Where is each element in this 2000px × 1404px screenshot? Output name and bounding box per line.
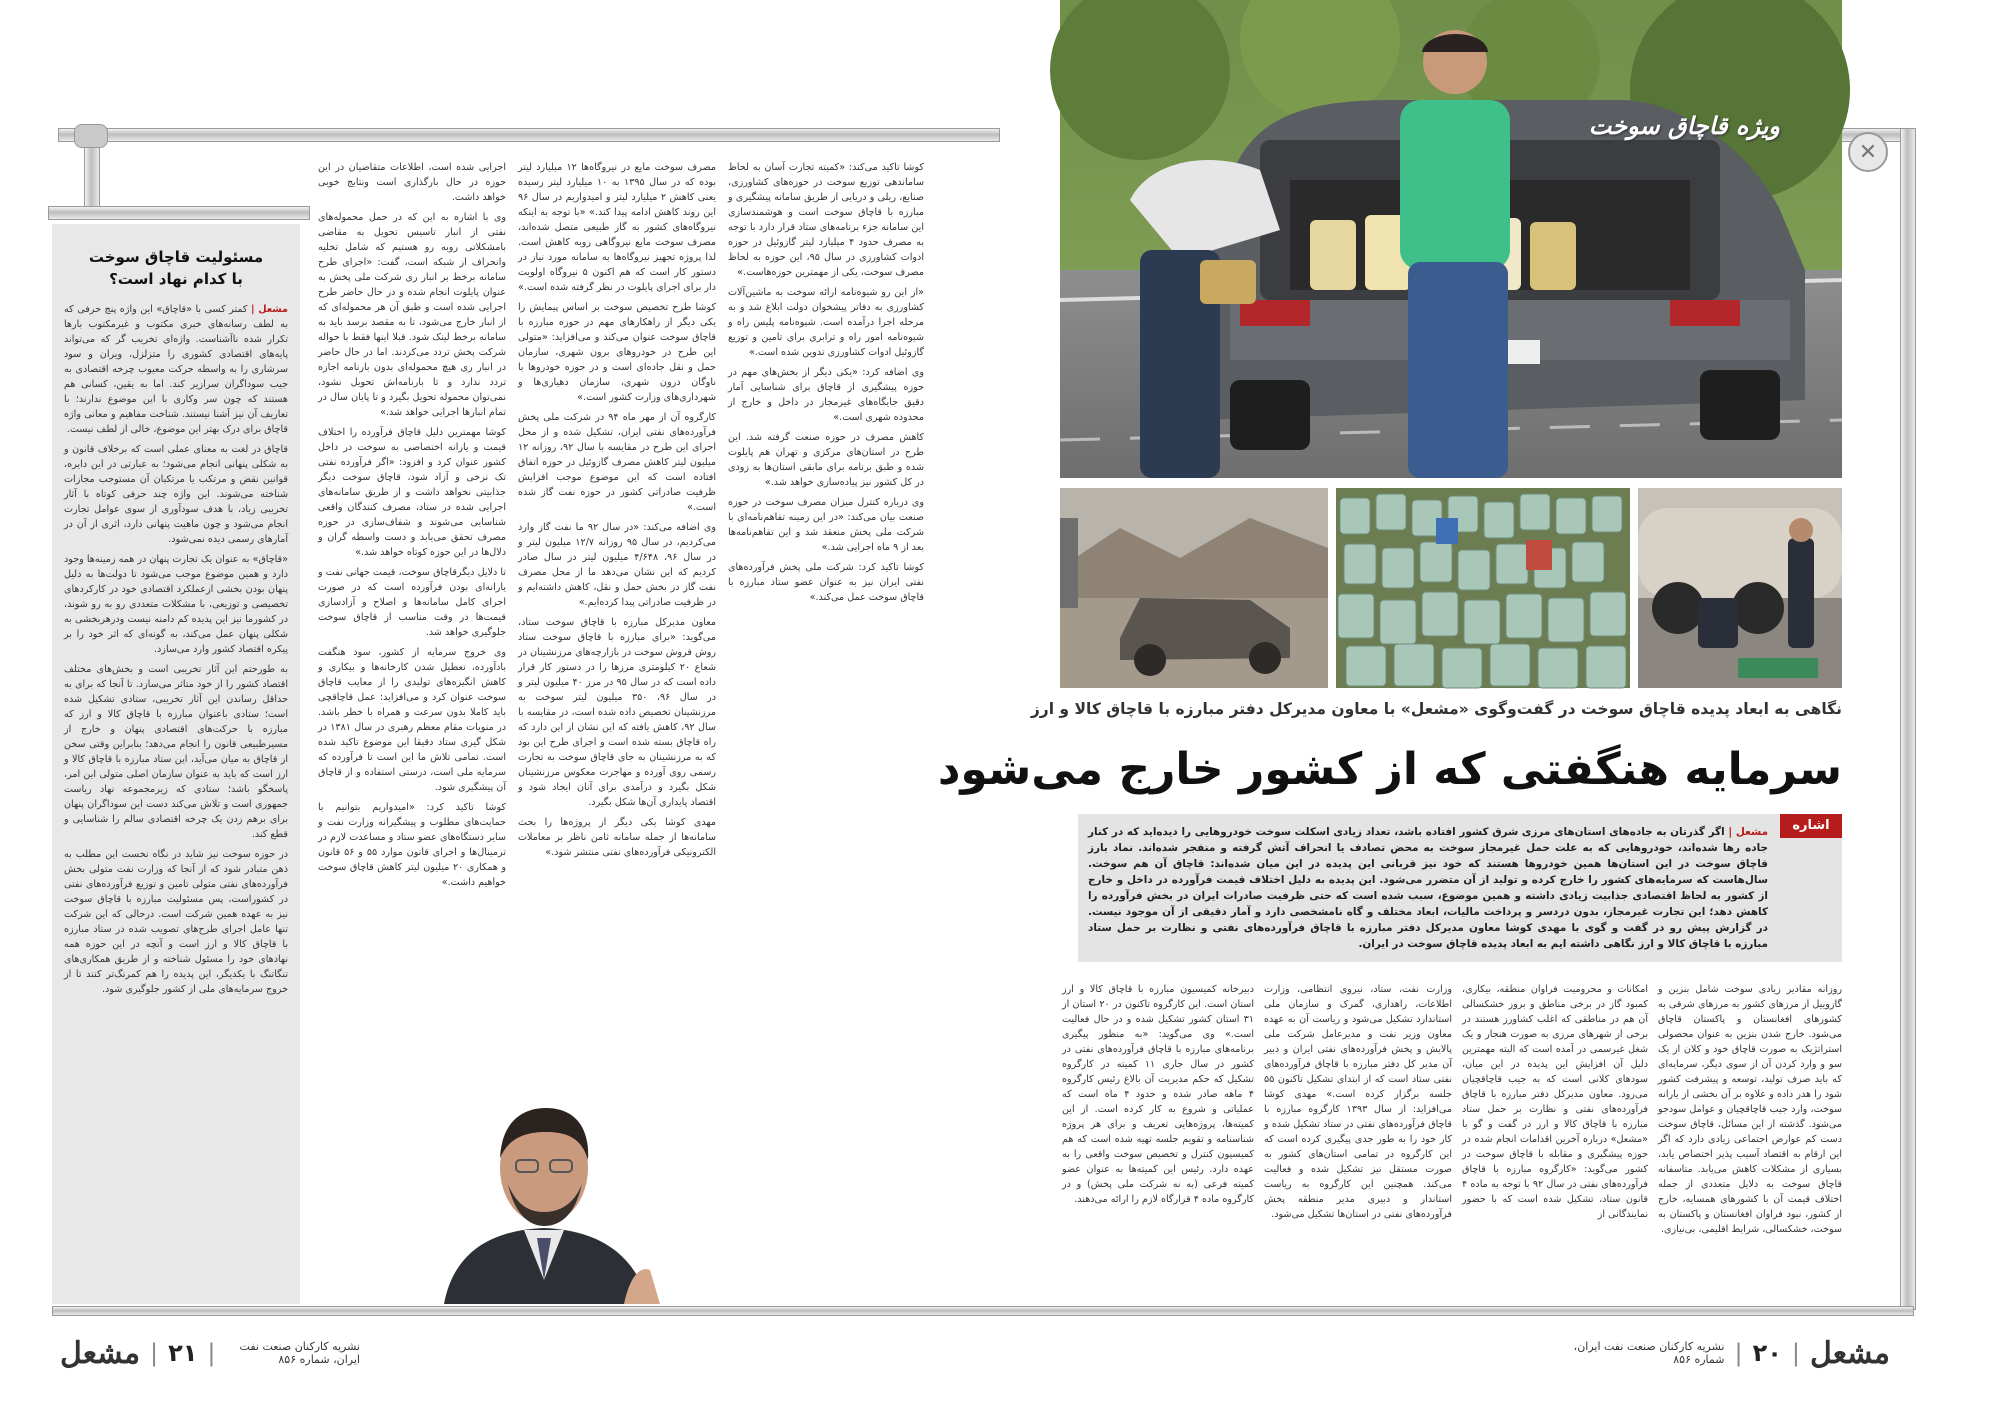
sidebar-title: مسئولیت قاچاق سوخت [88, 248, 264, 266]
sidebar-paragraph: در حوزه سوخت نیز شاید در نگاه نخست این مطلب به ذهن متبادر شود که از آنجا که وزارت نفت متولی بخش فرآورده‌های نفتی متولی تامین و توزیع فرآورده‌های نفتی در کشوراست، پس مسئولیت مبارزه با قاچاق سوخت نیز به عهده همین شرکت است. درحالی که این شرکت تنها عامل اجرای طرح‌های تصویب شده در ستاد مبارزه با قاچاق کالا و ارز است و آنچه در این حوزه همه نهادهای خود را مسئول شناخته و از طریق همکاری‌های تنگاتنگ با یکدیگر، این پدیده را هم کمرنگ‌تر کنند تا از خروج سرمایه‌های ملی از کشور جلوگیری شود. [64, 849, 288, 995]
section-tag: ویژه قاچاق سوخت [1588, 112, 1780, 140]
paragraph: اجرایی شده است، اطلاعات متقاضیان در این حوزه در حال بارگذاری است ونتایج خوبی خواهد داشت. [318, 162, 506, 203]
paragraph: وی اضافه کرد: «یکی دیگر از بخش‌های مهم در حوزه پیشگیری از قاچاق برای شناسایی آمار دقیق جایگاه‌های غیرمجاز در داخل و خارج از محدوده شهری است.» [728, 367, 924, 423]
pipe-decoration [48, 206, 310, 220]
sidebar-body [64, 302, 288, 1292]
pipe-decoration [58, 128, 1000, 142]
paragraph: وی خروج سرمایه از کشور، سود هنگفت بادآورده، تعطیل شدن کارخانه‌ها و بیکاری و کاهش انگیزه‌های تولیدی را از معایب قاچاق سوخت عنوان کرد و می‌افزاید: عمل قاچاقچی باید کاملا بدون سرعت و همراه با خطر باشد. در منویات مقام معظم رهبری در سال ۱۳۸۱ در شکل گیری ستاد دقیقا این موضوع تاکید شده است. تمامی تلاش ما این است تا فرآورده که سرمایه ملی است، درستی استفاده و از قاچاق آن پیشگیری شود. [318, 647, 506, 793]
article-column [728, 160, 924, 1300]
paragraph: مهدی کوشا یکی دیگر از پروژه‌ها را بحث سامانه‌ها از جمله سامانه ثامن ناظر بر معاملات الکترونیکی فرآورده‌های نفتی منتشر شود.» [518, 817, 716, 858]
article-column [318, 160, 506, 1075]
headline: سرمایه هنگفتی که از کشور خارج می‌شود [937, 744, 1842, 795]
paragraph: «از این رو شیوه‌نامه ارائه سوخت به ماشین‌آلات کشاورزی به دفاتر پیشخوان دولت ابلاغ شد و به مرحله اجرا درآمده است. شیوه‌نامه پلیس راه و شیوه‌نامه امور راه و ترابری برای تامین و توزیع گازوئیل ادوات کشاورزی تدوین شده است.» [728, 287, 924, 358]
paragraph: کارگروه آن از مهر ماه ۹۴ در شرکت ملی پخش فرآورده‌های نفتی ایران، تشکیل شده و از محل اجرای این طرح در مقایسه با سال ۹۲، روزانه ۱۲ میلیون لیتر کاهش مصرف گازوئیل در حوزه اتفاق افتاده است که این موضوع موجب افزایش ظرفیت صادراتی کشور در حوزه نفت گاز شده است.» [518, 412, 717, 513]
lead-signature: مشعل | [1728, 826, 1768, 838]
sidebar-box [52, 224, 300, 1304]
paragraph: دبیرخانه کمیسیون مبارزه با قاچاق کالا و ارز استان است. این کارگروه تاکنون در ۲۰ استان از ۳۱ استان کشور تشکیل شده و در حال فعالیت است.» وی می‌گوید: «به منظور پیگیری برنامه‌های مبارزه با قاچاق فرآورده‌های نفتی در کشور در سال جاری ۱۱ کمیته در کارگروه تشکیل که حکم مدیریت آن بالاغ رئیس کارگروه ۴ ماهه صادر شده و حدود ۴ ماه است که عملیاتی و شروع به کار کرده است. از این کمیته‌ها، پروژه‌هایی تعریف و برای هر پروژه شناسنامه و تقویم جلسه تهیه شده است که هم کمیسیون کنترل و تخصیص سوخت واقعی را به عهده دارد. رئیس این کمیته‌ها به عنوان عضو کمیته فرعی (به نه شرکت ملی پخش) و در کارگروه ماده ۴ قرارگاه لازم را ارائه می‌دهند. [1062, 984, 1254, 1205]
paragraph: مصرف سوخت مایع در نیروگاه‌ها ۱۲ میلیارد لیتر بوده که در سال ۱۳۹۵ به ۱۰ میلیارد لیتر رسیده یعنی کاهش ۲ میلیارد لیتر و امیدواریم در سال ۹۶ این روند کاهش ادامه پیدا کند.» «با توجه به اینکه نیروگاه‌های کشور به گاز طبیعی متصل شده‌اند، مصرف سوخت مایع نیروگاهی روبه کاهش است. لذا پروژه تجهیز نیروگاه‌ها به سامانه مورد نیاز در دستور کار است که هم اکنون ۵ نیروگاه اولویت دار برای اجرای پایلوت در نظر گرفته شده است.» [518, 162, 716, 293]
article-column [1658, 982, 1842, 1302]
page-number: ۲۰ [1752, 1339, 1782, 1367]
pipe-valve [74, 124, 108, 148]
paragraph: وزارت نفت، ستاد، نیروی انتظامی، وزارت اطلاعات، راهداری، گمرک و سازمان ملی استاندارد تشکیل می‌شود و ریاست آن به عهده معاون وزیر نفت و مدیرعامل شرکت ملی پالایش و پخش فرآورده‌های نفتی ایران و دبیر آن مدیر کل دفتر مبارزه با قاچاق فرآورده‌های نفتی ستاد است که از ابتدای تشکیل تاکنون ۵۵ جلسه برگزار کرده است.» مهدی کوشا می‌افزاید: از سال ۱۳۹۳ کارگروه مبارزه با قاچاق فرآورده‌های نفتی در ستاد تشکیل شده و کار خود را به طور جدی پیگیری کرده است که این کارگروه در تمامی استان‌های کشور به صورت مستقل نیز تشکیل شده و فعالیت می‌کند. همچنین این کارگروه به ریاست استاندار و دبیری مدیر منطقه پخش فرآورده‌های نفتی در استان‌ها تشکیل می‌شود. [1264, 984, 1452, 1220]
paragraph: وی اضافه می‌کند: «در سال ۹۲ ما نفت گاز وارد می‌کردیم، در سال ۹۵ روزانه ۱۲/۷ میلیون لیتر و در سال ۹۶، ۴/۶۴۸ میلیون لیتر در سال صادر کردیم که این نشان می‌دهد ما از محل مصرف نفت گاز در بخش حمل و نقل، کاهش داشته‌ایم و در ظرفیت صادراتی پیدا کرده‌ایم.» [518, 522, 716, 608]
sidebar-paragraph: قاچاق در لغت به معنای عملی است که برخلاف قانون و به شکلی پنهانی انجام می‌شود؛ به عبارتی در این دایره، قوانین نقض و مرتکب یا مرتکبان آن مستوجب مجازات شناخته می‌شوند. این واژه چند حرفی کوتاه با آثار تخریبی زیاد، با هدف سودآوری از سوی عوامل تجارت انجام می‌شود و چون ماهیت پنهانی دارد، اثری از آن در آمارهای رسمی دیده نمی‌شود. [64, 444, 288, 545]
lead-text: اگر گذرتان به جاده‌های استان‌های مرزی شرق کشور افتاده باشد، تعداد زیادی اسکلت سوخت خودروهایی را دیده‌اید که در کنار جاده رها شده‌اند، خودروهایی که به علت حمل غیرمجاز سوخت به محض تصادف یا انحراف آتش گرفته و منفجر شده‌اند. نماد بارز قاچاق سوخت در این استان‌ها همین خودروها هستند که خود نیز قربانی این پدیده در این میان شده‌اند: قاچاق آن هم سوخت. سال‌هاست که سرمایه‌های کشور را خارج کرده و تولید از آن متضرر می‌شود. این پدیده به دلیل اختلاف قیمت فرآورده در داخل و خارج از کشور به لحاظ اقتصادی جذابیت زیادی داشته و همین موضوع، سبب شده است که حتی ظرفیت صادرات ایران در بخش فرآورده را کاهش دهد؛ این تجارت غیرمجاز، بدون دردسر و پرداخت مالیات، ابعاد مختلف و گاه نامشخصی دارد و آمار دقیقی از آن موجود نیست. در گزارش پیش رو در گفت و گوی با مهدی کوشا معاون مدیرکل دفتر مبارزه با قاچاق فرآورده‌های نفتی و نظارت بر حمل ستاد مبارزه با قاچاق کالا و ارز نگاهی داشته ایم به ابعاد پدیده قاچاق سوخت در ایران. [1088, 826, 1768, 950]
paragraph: کوشا تاکید کرد: شرکت ملی پخش فرآورده‌های نفتی ایران نیز به عنوان عضو ستاد مبارزه با قاچاق سوخت عمل می‌کند.» [728, 562, 924, 603]
thumbnail-photo-burned-car [1060, 488, 1328, 688]
masthead-logo: مشعل [60, 1335, 141, 1371]
paragraph: روزانه مقادیر زیادی سوخت شامل بنزین و گازوییل از مرزهای کشور به مرزهای شرقی به کشورهای افغانستان و پاکستان قاچاق می‌شود. خارج شدن بنزین به عنوان محصولی استراتژیک به صورت قاچاق خود و کلان از یک سو و وارد کردن آن از سوی دیگر، سرمایه‌ای که باید صرف تولید، توسعه و پیشرفت کشور شود را هدر داده و علاوه بر آن بخشی از یارانه سوخت، وارد جیب قاچاقچیان و عوامل سودجو می‌شود. گذشته از این مسائل، قاچاق سوخت دست کم عوارض اجتماعی زیادی دارد که اگر این ارقام به اقتصاد آسیب پذیر اختصاص یابد، بسیاری از مشکلات کاهش می‌یابد. متاسفانه قاچاق سوخت به دلایل متعددی از جمله اختلاف قیمت آن با کشورهای همسایه، خارج از کشور، نبود فراوان افغانستان و پاکستان به سوخت، خشکسالی، شرایط اقلیمی، بی‌نیازی. [1658, 984, 1842, 1235]
main-photo [1060, 0, 1842, 478]
paragraph: امکانات و محرومیت فراوان منطقه، بیکاری، کمبود گاز در برخی مناطق و بروز خشکسالی آن هم در مناطقی که اغلب کشاورز هستند در برخی از شهرهای مرزی به صورت هنجار و یک شغل غیرسمی در آمده است که البته مهمترین دلیل آن افزایش این پدیده در این میان، سودهای کلانی است که به جیب قاچاقچیان می‌رود. معاون مدیرکل دفتر مبارزه با قاچاق فرآورده‌های نفتی و نظارت بر حمل ستاد مبارزه با قاچاق کالا و ارز در گفت و گو با «مشعل» درباره آخرین اقدامات انجام شده در حوزه پیشگیری و مقابله با قاچاق سوخت در کشور می‌گوید: «کارگروه مبارزه با قاچاق فرآورده‌های نفتی در سال ۹۲ با توجه به ماده ۴ قانون ستاد، تشکیل شده است که با حضور نمایندگانی از [1462, 984, 1649, 1220]
paragraph: کوشا تاکید کرد: «امیدواریم بتوانیم با حمایت‌های مطلوب و پیشگیرانه وزارت نفت و سایر دستگاه‌های عضو ستاد و مساعدت لازم در ترمینال‌ها و اجرای قانون موارد ۵۵ و ۵۶ قانون و همکاری ۲۰ میلیون لیتر کاهش قاچاق سوخت خواهیم داشت.» [318, 802, 507, 888]
lead-label: اشاره [1780, 814, 1842, 838]
paragraph: معاون مدیرکل مبارزه با قاچاق سوخت ستاد، می‌گوید: «برای مبارزه با قاچاق سوخت ستاد روش فروش سوخت در بازارچه‌های مرزنشینان در شعاع ۲۰ کیلومتری مرزها را در دستور کار قرار داده است که در سال ۹۵ در مرز ۴۰ میلیون لیتر و در سال ۹۶، ۳۵۰ میلیون لیتر سوخت به مرزنشینان تخصیص داده شده است، در مقایسه با سال ۹۲، کاهش یافته که این نشان از این دارد که راه قاچاق بسته شده است و اجرای طرح این بود که به مرزنشینان به جای قاچاق سوخت به تجارت رسمی روی آورده و مهاجرت معکوس مرزنشینان شکل بگیرد و درآمدی برای آنان ایجاد شود و اقتصاد پایداری آن‌ها شکل بگیرد. [518, 617, 716, 808]
article-column [1462, 982, 1648, 1302]
sidebar-paragraph: «قاچاق» به عنوان یک تجارت پنهان در همه زمینه‌ها وجود دارد و همین موضوع موجب می‌شود تا دولت‌ها به دلیل پنهان بودن بخشی ازعملکرد اقتصادی خود در کارکردهای تخصیصی و توزیعی، با مشکلات متعددی رو به رو شوند، در کشورما نیز این پدیده کم دامنه نیست ودرهربخشی به شکلی پنهان عمل می‌کند، به گونه‌ای که اثر خود را بر پیکره اقتصاد کشور وارد می‌سازد. [64, 554, 288, 655]
article-column [1264, 982, 1452, 1302]
interviewee-portrait [424, 1080, 662, 1304]
paragraph: کوشا مهمترین دلیل قاچاق فرآورده را اختلاف قیمت و یارانه اختصاصی به سوخت در داخل کشور عنوان کرد و افزود: «اگر فرآورده نفتی تک نرخی و آزاد شود، قاچاق سوخت دیگر جذابیتی نخواهد داشت و از طریق سامانه‌های اجرایی شده در ستاد، مصرف کنندگان واقعی شناسایی می‌شوند و شفاف‌سازی در حوزه مصرف تحقق می‌یابد و دست واسطه گران و دلال‌ها در این حوزه کوتاه خواهد شد.» [318, 427, 506, 558]
lead-text-box [1088, 824, 1768, 956]
thumbnail-photo-tanker-inspection [1638, 488, 1842, 688]
paragraph: کوشا تاکید می‌کند: «کمیته تجارت آسان به لحاظ ساماندهی توزیع سوخت در حوزه‌های کشاورزی، صنایع، ریلی و دریایی از طریق سامانه پیشگیری و مبارزه با قاچاق سوخت است و هوشمندسازی این سامانه جزء برنامه‌های ستاد قرار دارد با توجه به مصرف حدود ۴ میلیارد لیتر گازوئیل در حوزه ادوات کشاورزی در سال ۹۵، این حوزه به لحاظ مصرف سوخت، یکی از مهمترین حوزه‌هاست.» [728, 162, 924, 278]
pipe-decoration [1900, 128, 1916, 1310]
page-bottom-rule [52, 1306, 1914, 1316]
kicker: نگاهی به ابعاد پدیده قاچاق سوخت در گفت‌وگوی «مشعل» با معاون مدیرکل دفتر مبارزه با قاچاق کالا و ارز [1030, 700, 1842, 718]
valve-wheel-icon: ✕ [1848, 132, 1888, 172]
thumbnail-photo-fuel-containers [1336, 488, 1630, 688]
paragraph: تا دلایل دیگرقاچاق سوخت، قیمت جهانی نفت و یارانه‌ای بودن فرآورده است که در صورت اجرای کامل سامانه‌ها و اصلاح و آزادسازی قیمت‌ها در وقت مناسب از قاچاق سوخت جلوگیری خواهد شد. [318, 567, 506, 638]
paragraph: کاهش مصرف در حوزه صنعت گرفته شد. این طرح در استان‌های مرکزی و تهران هم پایلوت شده و طبق برنامه برای مابقی استان‌ها به زودی در کل کشور نیز پیاده‌سازی خواهد شد.» [728, 432, 924, 488]
paragraph: وی درباره کنترل میزان مصرف سوخت در حوزه صنعت بیان می‌کند: «در این زمینه تفاهم‌نامه‌ای با شرکت ملی پخش منعقد شد و این تفاهم‌نامه‌ها بعد از ۹ ماه اجرایی شد.» [728, 497, 924, 553]
footer-publication: نشریه کارکنان صنعت نفت ایران، شماره ۸۵۶ [1573, 1340, 1725, 1366]
right-footer: مشعل | ۲۰ | نشریه کارکنان صنعت نفت ایران، شماره ۸۵۶ [1560, 1338, 1890, 1368]
sidebar-paragraph: به طورحتم این آثار تخریبی است و بخش‌های مختلف اقتصاد کشور را از خود متاثر می‌سازد. تا آنجا که برای به حداقل رساندن این آثار تخریبی، ستادی تشکیل شده است؛ ستادی باعنوان مبارزه با قاچاق کالا و ارز که مبارزه با حرکت‌های اقتصادی پنهان و خارج از مسیرطبیعی قانون را انجام می‌دهد؛ بنابراین وقتی سخن از قاچاق به میان می‌آید، این ستاد مبارزه با قاچاق کالا و ارز است که باید به عنوان سازمان اصلی متولی این امر، پاسخگو باشد؛ ستادی که زیرمجموعه نهاد ریاست جمهوری است و تلاش می‌کند دست این سوداگران پنهان برای برهم زدن یک چرخه اقتصادی سالم را شناسایی و قطع کند. [64, 664, 288, 840]
lead-box [1078, 814, 1842, 962]
masthead-logo: مشعل [1809, 1335, 1890, 1371]
paragraph: کوشا طرح تخصیص سوخت بر اساس پیمایش را یکی دیگر از راهکارهای مهم در حوزه مبارزه با قاچاق سوخت عنوان می‌کند و می‌افزاید: «متولی این طرح در خودروهای برون شهری، سازمان حمل و نقل جاده‌ای است و در حوزه خودروها با ناوگان درون شهری، سازمان دهیاری‌ها و شهرداری‌های وزارت کشور است.» [518, 302, 716, 403]
article-column [1062, 982, 1254, 1302]
left-footer: مشعل | ۲۱ | نشریه کارکنان صنعت نفت ایران، شماره ۸۵۶ [60, 1335, 360, 1371]
sidebar-signature: مشعل | [251, 304, 288, 315]
page-number: ۲۱ [168, 1339, 198, 1367]
paragraph: وی با اشاره به این که در حمل محموله‌های نفتی از انبار تاسیس تحویل به مقاضی بامشکلاتی روبه رو هستیم که شامل تخلیه وانحراف از شبکه است، گفت: «اجرای طرح سامانه برخط بر انبار ری شرکت ملی پخش به عنوان پایلوت انجام شده و در حال حاضر طرح اجرایی شده است و طبق آن هر محموله‌ای که از انبار خارج می‌شود، تا به مقصد برسد باید به سامانه برخط لینک شود. قبلا اینها فقط با حواله شرکت پخش تردد می‌کردند. اما در حال حاضر در انبار ری هیچ محموله‌ای بدون بارنامه اجازه تردد ندارد و تا بارنامه‌اش تحویل نشود، نمی‌توان محموله تحویل بگیرد و تا پایان سال در تمام انبارها اجرایی خواهد شد.» [318, 212, 506, 418]
footer-publication: نشریه کارکنان صنعت نفت ایران، شماره ۸۵۶ [239, 1340, 360, 1366]
sidebar-paragraph: کمتر کسی با «قاچاق» این واژه پنج حرفی که به لطف رسانه‌های خبری مکتوب و غیرمکتوب بارها تکرار شده ناآشناست. واژه‌ای تخریب گر که می‌تواند پایه‌های اقتصادی کشوری را متزلزل، ویران و سود سرشاری را به واسطه حرکت معیوب چرخه اقتصادی به جیب سوداگران سرازیر کند. اما به یقین، کسانی هم هستند که چون سر وکاری با این موضوع ندارند؛ با تعاریف آن نیز آشنا نیستند. شناخت مفاهیم و معانی واژه قاچاق برای درک بهتر این موضوع، خالی از لطف نیست. [64, 304, 288, 435]
sidebar-subtitle: با کدام نهاد است؟ [109, 270, 243, 288]
